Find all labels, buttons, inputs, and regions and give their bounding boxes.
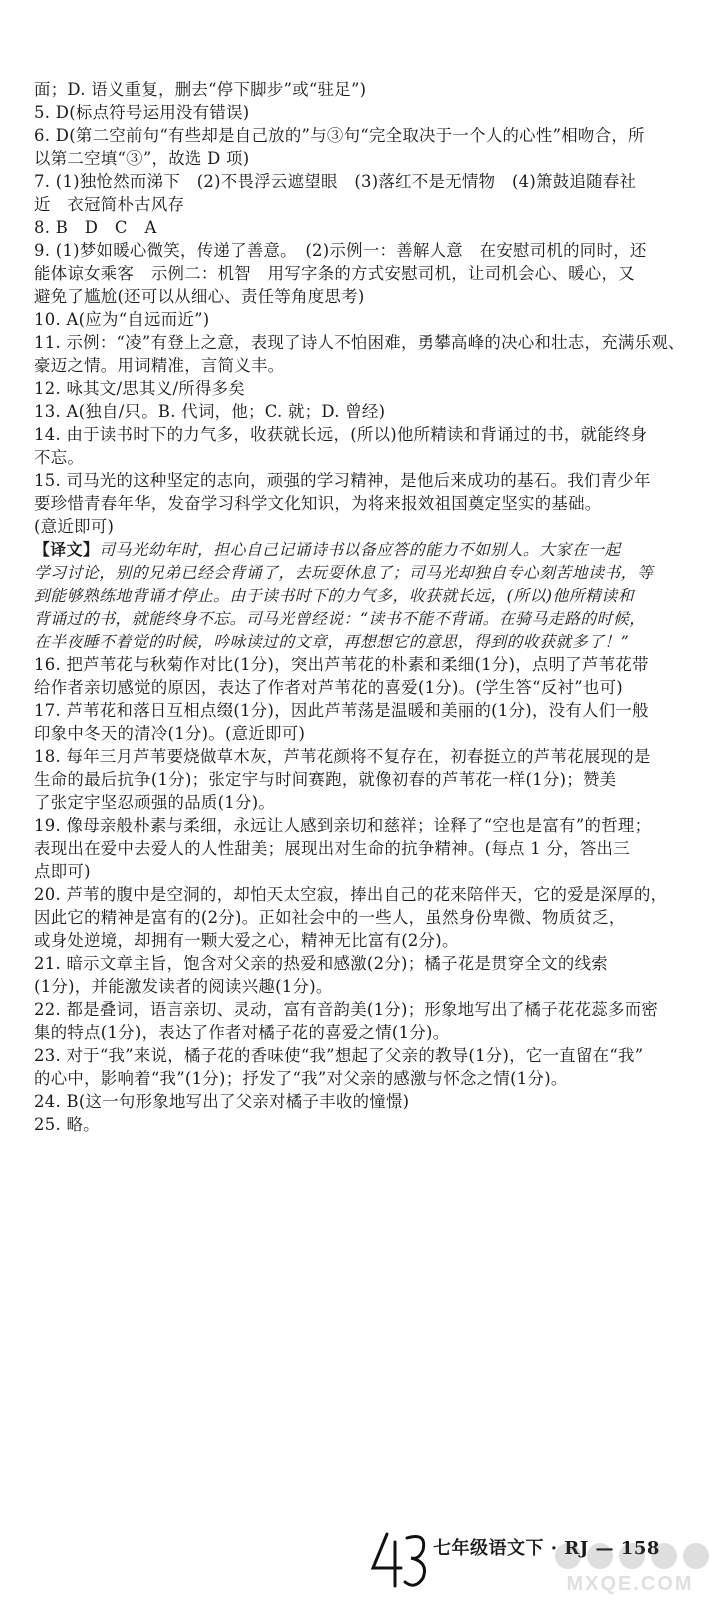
- answer-line: 12. 咏其文/思其义/所得多矣: [34, 379, 246, 398]
- answer-item: [34, 101, 702, 124]
- answer-lines: [34, 78, 702, 1136]
- handwritten-page-number: [365, 1524, 435, 1594]
- answer-line: 15. 司马光的这种坚定的志向，顽强的学习精神，是他后来成功的基石。我们青少年: [34, 471, 651, 490]
- answer-line: 23. 对于“我”来说，橘子花的香味使“我”想起了父亲的教导(1分)，它一直留在“我”: [34, 1046, 644, 1065]
- answer-line: 21. 暗示文章主旨，饱含对父亲的热爱和感激(2分)；橘子花是贯穿全文的线索: [34, 954, 609, 973]
- answer-item: [34, 377, 702, 400]
- translation-line: 到能够熟练地背诵才停止。由于读书时下的力气多，收获就长远，(所以)他所精读和: [34, 586, 635, 605]
- answer-line: 9. (1)梦如暖心微笑，传递了善意。 (2)示例一：善解人意 在安慰司机的同时，还: [34, 241, 647, 260]
- answer-item: [34, 814, 702, 883]
- answer-line: 11. 示例：“凌”有登上之意，表现了诗人不怕困难，勇攀高峰的决心和壮志，充满乐观、: [34, 333, 685, 352]
- answer-line: 或身处逆境，却拥有一颗大爱之心，精神无比富有(2分)。: [34, 931, 459, 950]
- answer-line: 的心中，影响着“我”(1分)；抒发了“我”对父亲的感激与怀念之情(1分)。: [34, 1069, 568, 1088]
- answer-item: [34, 308, 702, 331]
- answer-item: [34, 998, 702, 1044]
- answer-line: (1分)，并能激发读者的阅读兴趣(1分)。: [34, 977, 333, 996]
- answer-line: 25. 略。: [34, 1115, 100, 1134]
- answer-line: 19. 像母亲般朴素与柔细，永远让人感到亲切和慈祥；诠释了“空也是富有”的哲理；: [34, 816, 652, 835]
- answer-line: 24. B(这一句形象地写出了父亲对橘子丰收的憧憬): [34, 1092, 410, 1111]
- answer-line: 豪迈之情。用词精准，言简义丰。: [34, 356, 285, 375]
- answer-line: 8. B D C A: [34, 218, 157, 237]
- translation-line: 在半夜睡不着觉的时候，吟咏读过的文章，再想想它的意思，得到的收获就多了！”: [34, 632, 630, 651]
- answer-line: 13. A(独自/只。B. 代词，他；C. 就；D. 曾经): [34, 402, 386, 421]
- page-footer: 七年级语文下 · RJ — 158: [433, 1538, 660, 1559]
- answer-item: [34, 1113, 702, 1136]
- answer-line: 给作者亲切感觉的原因，表达了作者对芦苇花的喜爱(1分)。(学生答“反衬”也可): [34, 678, 623, 697]
- answer-line: 面；D. 语义重复，删去“停下脚步”或“驻足”): [34, 80, 367, 99]
- answer-item: [34, 423, 702, 469]
- answer-line: 10. A(应为“自远而近”): [34, 310, 210, 329]
- answer-item: [34, 170, 702, 216]
- answer-line: 集的特点(1分)，表达了作者对橘子花的喜爱之情(1分)。: [34, 1023, 450, 1042]
- answer-line: 要珍惜青春年华，发奋学习科学文化知识，为将来报效祖国奠定坚实的基础。: [34, 494, 602, 513]
- answer-line: 22. 都是叠词，语言亲切、灵动，富有音韵美(1分)；形象地写出了橘子花花蕊多而密: [34, 1000, 659, 1019]
- answer-item: [34, 1090, 702, 1113]
- answer-line: 点即可): [34, 862, 91, 881]
- answer-item: [34, 699, 702, 745]
- answer-line: 17. 芦苇花和落日互相点缀(1分)，因此芦苇荡是温暖和美丽的(1分)，没有人们一般: [34, 701, 649, 720]
- answer-item: [34, 1044, 702, 1090]
- site-watermark: [548, 1540, 713, 1596]
- answer-item: [34, 653, 702, 699]
- answer-line: 了张定宇坚忍顽强的品质(1分)。: [34, 793, 276, 812]
- answer-line: 印象中冬天的清冷(1分)。(意近即可): [34, 724, 306, 743]
- answer-line: 不忘。: [34, 448, 85, 467]
- answer-item: [34, 952, 702, 998]
- translation-text: 司马光幼年时，担心自己记诵诗书以备应答的能力不如别人。大家在一起: [99, 540, 621, 559]
- translation-block: [34, 538, 702, 653]
- answer-line: 表现出在爱中去爱人的人性甜美；展现出对生命的抗争精神。(每点 1 分，答出三: [34, 839, 630, 858]
- answer-item: [34, 469, 702, 538]
- answer-line: 因此它的精神是富有的(2分)。正如社会中的一些人，虽然身份卑微、物质贫乏，: [34, 908, 626, 927]
- answer-item: [34, 239, 702, 308]
- answer-line: 生命的最后抗争(1分)；张定宇与时间赛跑，就像初春的芦苇花一样(1分)；赞美: [34, 770, 617, 789]
- answer-line: 16. 把芦苇花与秋菊作对比(1分)，突出芦苇花的朴素和柔细(1分)，点明了芦苇花带: [34, 655, 649, 674]
- answer-line: 5. D(标点符号运用没有错误): [34, 103, 250, 122]
- translation-line: 学习讨论，别的兄弟已经会背诵了，去玩耍休息了；司马光却独自专心刻苦地读书，等: [34, 563, 654, 582]
- translation-line: [34, 538, 702, 561]
- answer-item: [34, 124, 702, 170]
- answer-line: 能体谅女乘客 示例二：机智 用写字条的方式安慰司机，让司机会心、暖心，又: [34, 264, 635, 283]
- answer-line: 20. 芦苇的腹中是空洞的，却怕天太空寂，捧出自己的花来陪伴天，它的爱是深厚的，: [34, 885, 668, 904]
- answer-item: [34, 78, 702, 101]
- translation-tag: 【译文】: [34, 540, 100, 559]
- answer-item: [34, 400, 702, 423]
- answer-line: 避免了尴尬(还可以从细心、责任等角度思考): [34, 287, 365, 306]
- answer-line: (意近即可): [34, 517, 115, 536]
- answer-item: [34, 216, 702, 239]
- answer-line: 7. (1)独怆然而涕下 (2)不畏浮云遮望眼 (3)落红不是无情物 (4)箫鼓追随春社: [34, 172, 637, 191]
- answer-line: 18. 每年三月芦苇要烧做草木灰，芦苇花颜将不复存在，初春挺立的芦苇花展现的是: [34, 747, 651, 766]
- answer-item: [34, 331, 702, 377]
- answer-line: 6. D(第二空前句“有些却是自己放的”与③句“完全取决于一个人的心性”相吻合，所: [34, 126, 645, 145]
- answer-item: [34, 745, 702, 814]
- answer-item: [34, 883, 702, 952]
- translation-line: 背诵过的书，就能终身不忘。司马光曾经说：“读书不能不背诵。在骑马走路的时候，: [34, 609, 646, 628]
- answer-line: 近 衣冠简朴古风存: [34, 195, 185, 214]
- answer-line: 以第二空填“③”，故选 D 项): [34, 149, 250, 168]
- answer-line: 14. 由于读书时下的力气多，收获就长远，(所以)他所精读和背诵过的书，就能终身: [34, 425, 648, 444]
- svg-text:MXQE.COM: MXQE.COM: [566, 1573, 694, 1595]
